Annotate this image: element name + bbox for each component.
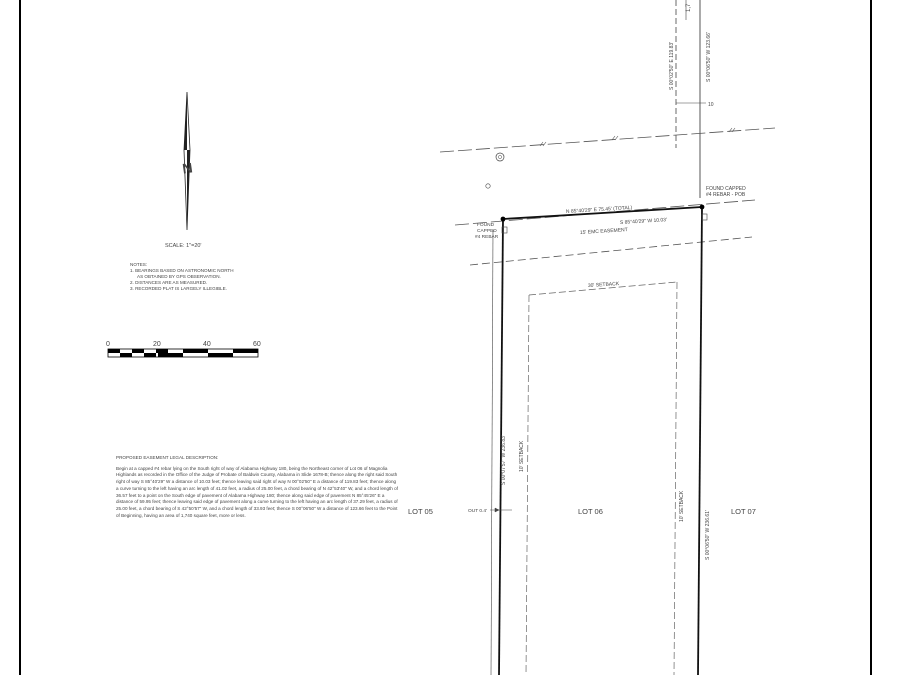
notes-line: 3. RECORDED PLAT IS LARGELY ILLEGIBLE. (130, 286, 227, 291)
upper-parcel-lines (676, 0, 706, 198)
rebar-pob-label: #4 REBAR - POB (706, 192, 746, 198)
graphic-scale-bar (106, 341, 261, 357)
scale-tick-60: 60 (253, 341, 261, 348)
north-arrow-icon (181, 92, 193, 230)
notes-line: 2. DISTANCES ARE AS MEASURED. (130, 280, 208, 285)
guy-anchor-icon (486, 184, 490, 188)
bearing-top-left: S 00°02'50" E 119.83' (669, 41, 675, 90)
legal-description-block (116, 455, 398, 519)
notes-block (130, 262, 330, 292)
setback-lines (526, 282, 677, 675)
notes-line: 1. BEARINGS BASED ON ASTRONOMIC NORTH (130, 268, 234, 273)
setback-10-right-label: 10' SETBACK (679, 490, 685, 522)
emc-easement-label: 15' EMC EASEMENT (579, 227, 628, 236)
scale-tick-40: 40 (203, 341, 211, 348)
setback-10-left-label: 10' SETBACK (519, 440, 525, 472)
lot-line-thin (491, 230, 493, 675)
found-capped-right: FOUND CAPPED (706, 186, 746, 192)
legal-description-title: PROPOSED EASEMENT LEGAL DESCRIPTION: (116, 455, 219, 460)
found-left-line3: #4 REBAR (475, 235, 499, 240)
rebar-marker-east (700, 205, 705, 210)
dim-10: 10 (708, 102, 714, 108)
lot-06-boundary (499, 204, 702, 675)
out-dimension-label: OUT 0.4' (468, 509, 487, 514)
west-line-bearing: S 00°07'57" W 236.83' (501, 435, 507, 485)
scale-label: SCALE: 1"=20' (165, 243, 202, 249)
label-top-cut: 1,7 (686, 3, 692, 12)
lot-05-label: LOT 05 (408, 507, 433, 516)
legal-description-text: Begin at a capped #4 rebar lying on the South right of way of Alabama Highway 180, being the Northeast corner of Lot 06 of Magnolia Highlands as recorded in the Office of the Judge of Probate of Baldwin County, Alabama in Slide 1678-B; thence along the right said South right of way S 85°40'29" W a distance of 10.03 feet; thence leaving said right of way N 00°02'50" E a distance of 119.83 feet; thence along a curve turning to the left having an arc length of 41.02 feet, a radius of 25.00 feet, a chord bearing of N 42°53'40" W, and a chord length of 36.57 feet to a point on the South edge of pavement of Alabama Highway 180; thence along said edge of pavement N 85°45'26" E a distance of 59.95 feet; thence leaving said edge of pavement along a curve turning to the left having an arc length of 37.29 feet, a radius of 25.00 feet, a chord bearing of S 42°50'57" W, and a chord length of 33.93 feet; thence S 00°06'50" W a distance of 123.66 feet to the Point of Beginning, having an area of 1,740 square feet, more or less. (116, 465, 398, 518)
notes-title: NOTES: (130, 262, 148, 267)
notes-line: AS OBTAINED BY GPS OBSERVATION. (137, 274, 221, 279)
break-marks (540, 128, 735, 146)
bearing-top-right: S 00°06'50" W 123.66' (706, 32, 712, 82)
scale-tick-20: 20 (153, 341, 161, 348)
north-line-bearing: N 85°40'29" E 75.45' (TOTAL) (565, 204, 633, 215)
found-left-line2: CAPPED (477, 229, 497, 234)
svg-text:N: N (181, 159, 194, 177)
lot-07-label: LOT 07 (731, 507, 756, 516)
found-left-line1: FOUND (477, 223, 495, 228)
setback-30-label: 30' SETBACK (587, 281, 620, 289)
rebar-marker-west (501, 217, 506, 222)
south-line-bearing: S 85°40'29" W 10.03' (619, 217, 668, 226)
scale-tick-0: 0 (106, 341, 110, 348)
east-line-bearing: S 00°06'50" W 236.61' (705, 510, 711, 560)
utility-pole-icon (496, 153, 504, 161)
lot-06-label: LOT 06 (578, 507, 603, 516)
